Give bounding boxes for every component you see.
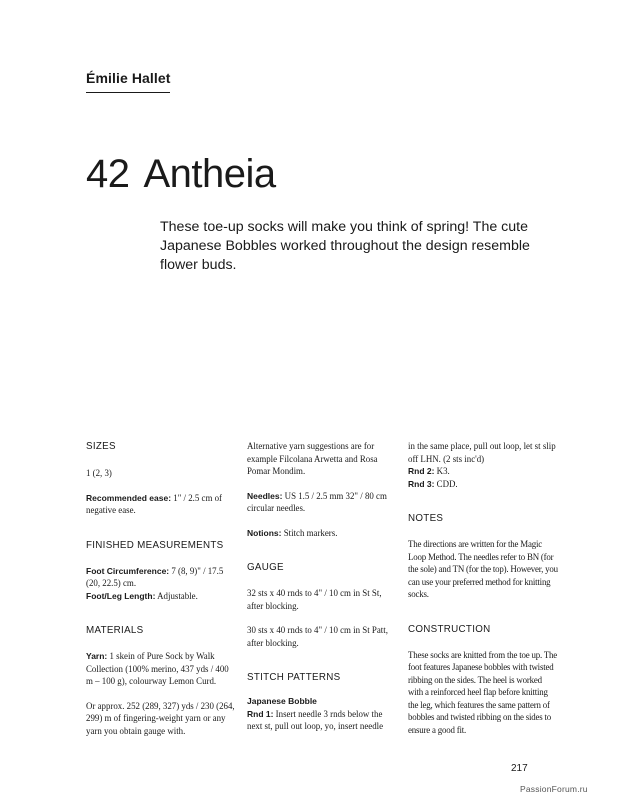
gauge-pattern: 30 sts x 40 rnds to 4" / 10 cm in St Patt, after blocking. xyxy=(247,625,388,648)
construction-heading: CONSTRUCTION xyxy=(408,623,491,635)
japanese-bobble-heading: Japanese Bobble xyxy=(247,696,317,706)
stitch-patterns-heading: STITCH PATTERNS xyxy=(247,672,341,683)
notes-heading: NOTES xyxy=(408,513,444,524)
foot-circumference-label: Foot Circumference: xyxy=(86,565,170,576)
column-1 xyxy=(86,440,236,737)
notions-label: Notions: xyxy=(247,527,282,538)
column-3 xyxy=(408,440,558,736)
needles-value: US 1.5 / 2.5 mm 32" / 80 cm circular needles. xyxy=(247,490,387,513)
column-2 xyxy=(247,440,397,733)
rnd2-text xyxy=(408,465,558,478)
rnd3-text xyxy=(408,478,558,491)
gauge-heading: GAUGE xyxy=(247,562,284,573)
foot-circumference-value: 7 (8, 9)" / 17.5 (20, 22.5) cm. xyxy=(86,565,224,588)
needles-label: Needles: xyxy=(247,490,283,501)
foot-circumference-text xyxy=(86,565,236,590)
rnd1-continuation: in the same place, pull out loop, let st slip off LHN. (2 sts inc'd) xyxy=(408,441,556,464)
rnd3-value: CDD. xyxy=(434,478,458,489)
rnd1-value: Insert needle 3 rnds below the next st, pull out loop, yo, insert needle xyxy=(247,708,384,731)
needles-text xyxy=(247,490,397,515)
foot-length-text xyxy=(86,590,236,603)
yarn-alternative-amount: Or approx. 252 (289, 327) yds / 230 (264, 299) m of fingering-weight yarn or any yarn you obtain gauge with. xyxy=(86,700,235,736)
notions-value: Stitch markers. xyxy=(281,527,338,538)
sizes-heading: SIZES xyxy=(86,441,116,452)
rnd1-label: Rnd 1: xyxy=(247,708,274,719)
rnd1-text xyxy=(247,708,397,733)
rnd2-value: K3. xyxy=(434,466,450,476)
foot-length-label: Foot/Leg Length: xyxy=(86,590,156,601)
construction-body: These socks are knitted from the toe up. The foot features Japanese bobbles with twisted ribbing on the sides. The heel is worked with a reinforced heel flap before knitting the leg, which features the same pattern of bobbles and twisted ribbing on the sides to ensure a good fit. xyxy=(408,649,558,735)
notes-body: The directions are written for the Magic Loop Method. The needles refer to BN (for the sole) and TN (for the top). However, you can use your preferred method for knitting socks. xyxy=(408,539,558,599)
intro-text: These toe-up socks will make you think of spring! The cute Japanese Bobbles worked throughout the design resemble flower buds. xyxy=(160,219,530,273)
pattern-number: 42 xyxy=(86,152,130,196)
ease-value: 1" / 2.5 cm of negative ease. xyxy=(86,492,222,515)
yarn-text xyxy=(86,650,236,688)
author-name: Émilie Hallet xyxy=(86,70,171,86)
author-underline xyxy=(86,92,170,93)
ease-label: Recommended ease: xyxy=(86,492,172,503)
yarn-value: 1 skein of Pure Sock by Walk Collection (100% merino, 437 yds / 400 m – 100 g), colourway Lemon Curd. xyxy=(86,651,229,686)
finished-measurements-heading: FINISHED MEASUREMENTS xyxy=(86,539,224,551)
rnd3-label: Rnd 3: xyxy=(408,478,435,489)
foot-length-value: Adjustable. xyxy=(155,590,198,601)
ease-text xyxy=(86,492,236,517)
gauge-stockinette: 32 sts x 40 rnds to 4" / 10 cm in St St, after blocking. xyxy=(247,588,382,611)
pattern-name: Antheia xyxy=(143,152,276,196)
alternative-yarn-text: Alternative yarn suggestions are for example Filcolana Arwetta and Rosa Pomar Mondim. xyxy=(247,441,378,476)
watermark: PassionForum.ru xyxy=(520,784,588,794)
yarn-label: Yarn: xyxy=(86,651,108,661)
rnd2-label: Rnd 2: xyxy=(408,466,435,476)
pattern-title xyxy=(86,152,276,197)
notions-text xyxy=(247,527,397,540)
sizes-value: 1 (2, 3) xyxy=(86,468,112,478)
page-number: 217 xyxy=(511,763,528,774)
materials-heading: MATERIALS xyxy=(86,625,144,636)
